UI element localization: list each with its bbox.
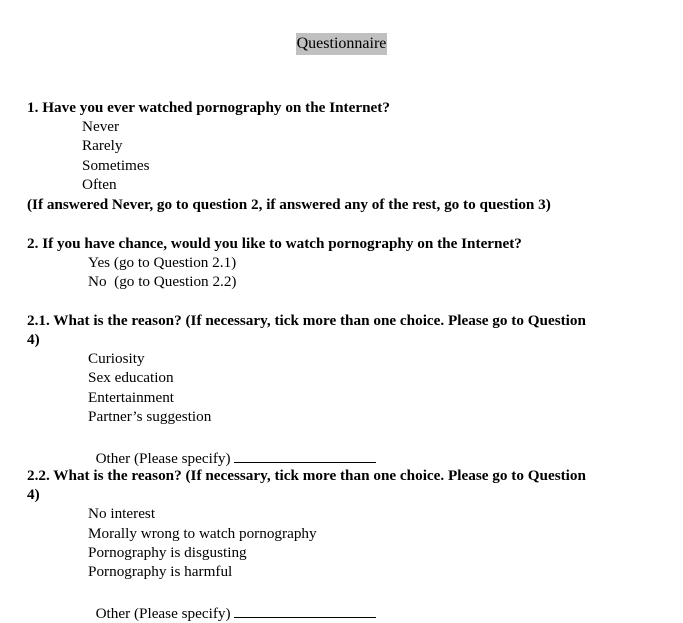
- q2-2-option-other[interactable]: [88, 582, 376, 623]
- question-1-text: 1. Have you ever watched pornography on the Internet?: [27, 99, 390, 116]
- question-2-1-text-line1: 2.1. What is the reason? (If necessary, tick more than one choice. Please go to Question: [27, 312, 586, 329]
- q2-1-option-other[interactable]: [88, 427, 376, 468]
- q1-option-rarely[interactable]: Rarely: [82, 137, 123, 154]
- q2-2-other-specify-blank[interactable]: [234, 602, 376, 618]
- q2-2-option-no-interest[interactable]: No interest: [88, 505, 156, 522]
- q1-option-sometimes[interactable]: Sometimes: [82, 157, 150, 174]
- title-wrapper: [0, 33, 683, 55]
- q2-2-option-other-label: Other (Please specify): [95, 604, 231, 622]
- q2-1-option-entertainment[interactable]: Entertainment: [88, 389, 175, 406]
- q2-2-option-morally-wrong[interactable]: Morally wrong to watch pornography: [88, 525, 317, 542]
- question-2-text: 2. If you have chance, would you like to watch pornography on the Internet?: [27, 235, 522, 252]
- q2-2-option-disgusting[interactable]: Pornography is disgusting: [88, 544, 247, 561]
- q2-1-option-partner-suggestion[interactable]: Partner’s suggestion: [88, 408, 212, 425]
- q2-option-no[interactable]: No (go to Question 2.2): [88, 273, 237, 290]
- q2-option-yes[interactable]: Yes (go to Question 2.1): [88, 254, 237, 271]
- q1-option-often[interactable]: Often: [82, 176, 117, 193]
- q2-1-option-sex-education[interactable]: Sex education: [88, 369, 174, 386]
- q2-1-option-other-label: Other (Please specify): [95, 449, 231, 467]
- question-2-1-text-line2: 4): [27, 331, 40, 348]
- q2-1-option-curiosity[interactable]: Curiosity: [88, 350, 145, 367]
- question-1-skip-note: (If answered Never, go to question 2, if answered any of the rest, go to question 3): [27, 196, 551, 213]
- q2-2-option-harmful[interactable]: Pornography is harmful: [88, 563, 233, 580]
- q1-option-never[interactable]: Never: [82, 118, 120, 135]
- question-2-2-text-line2: 4): [27, 486, 40, 503]
- document-title: Questionnaire: [296, 33, 388, 55]
- question-2-2-text-line1: 2.2. What is the reason? (If necessary, tick more than one choice. Please go to Question: [27, 467, 586, 484]
- q2-1-other-specify-blank[interactable]: [234, 447, 376, 463]
